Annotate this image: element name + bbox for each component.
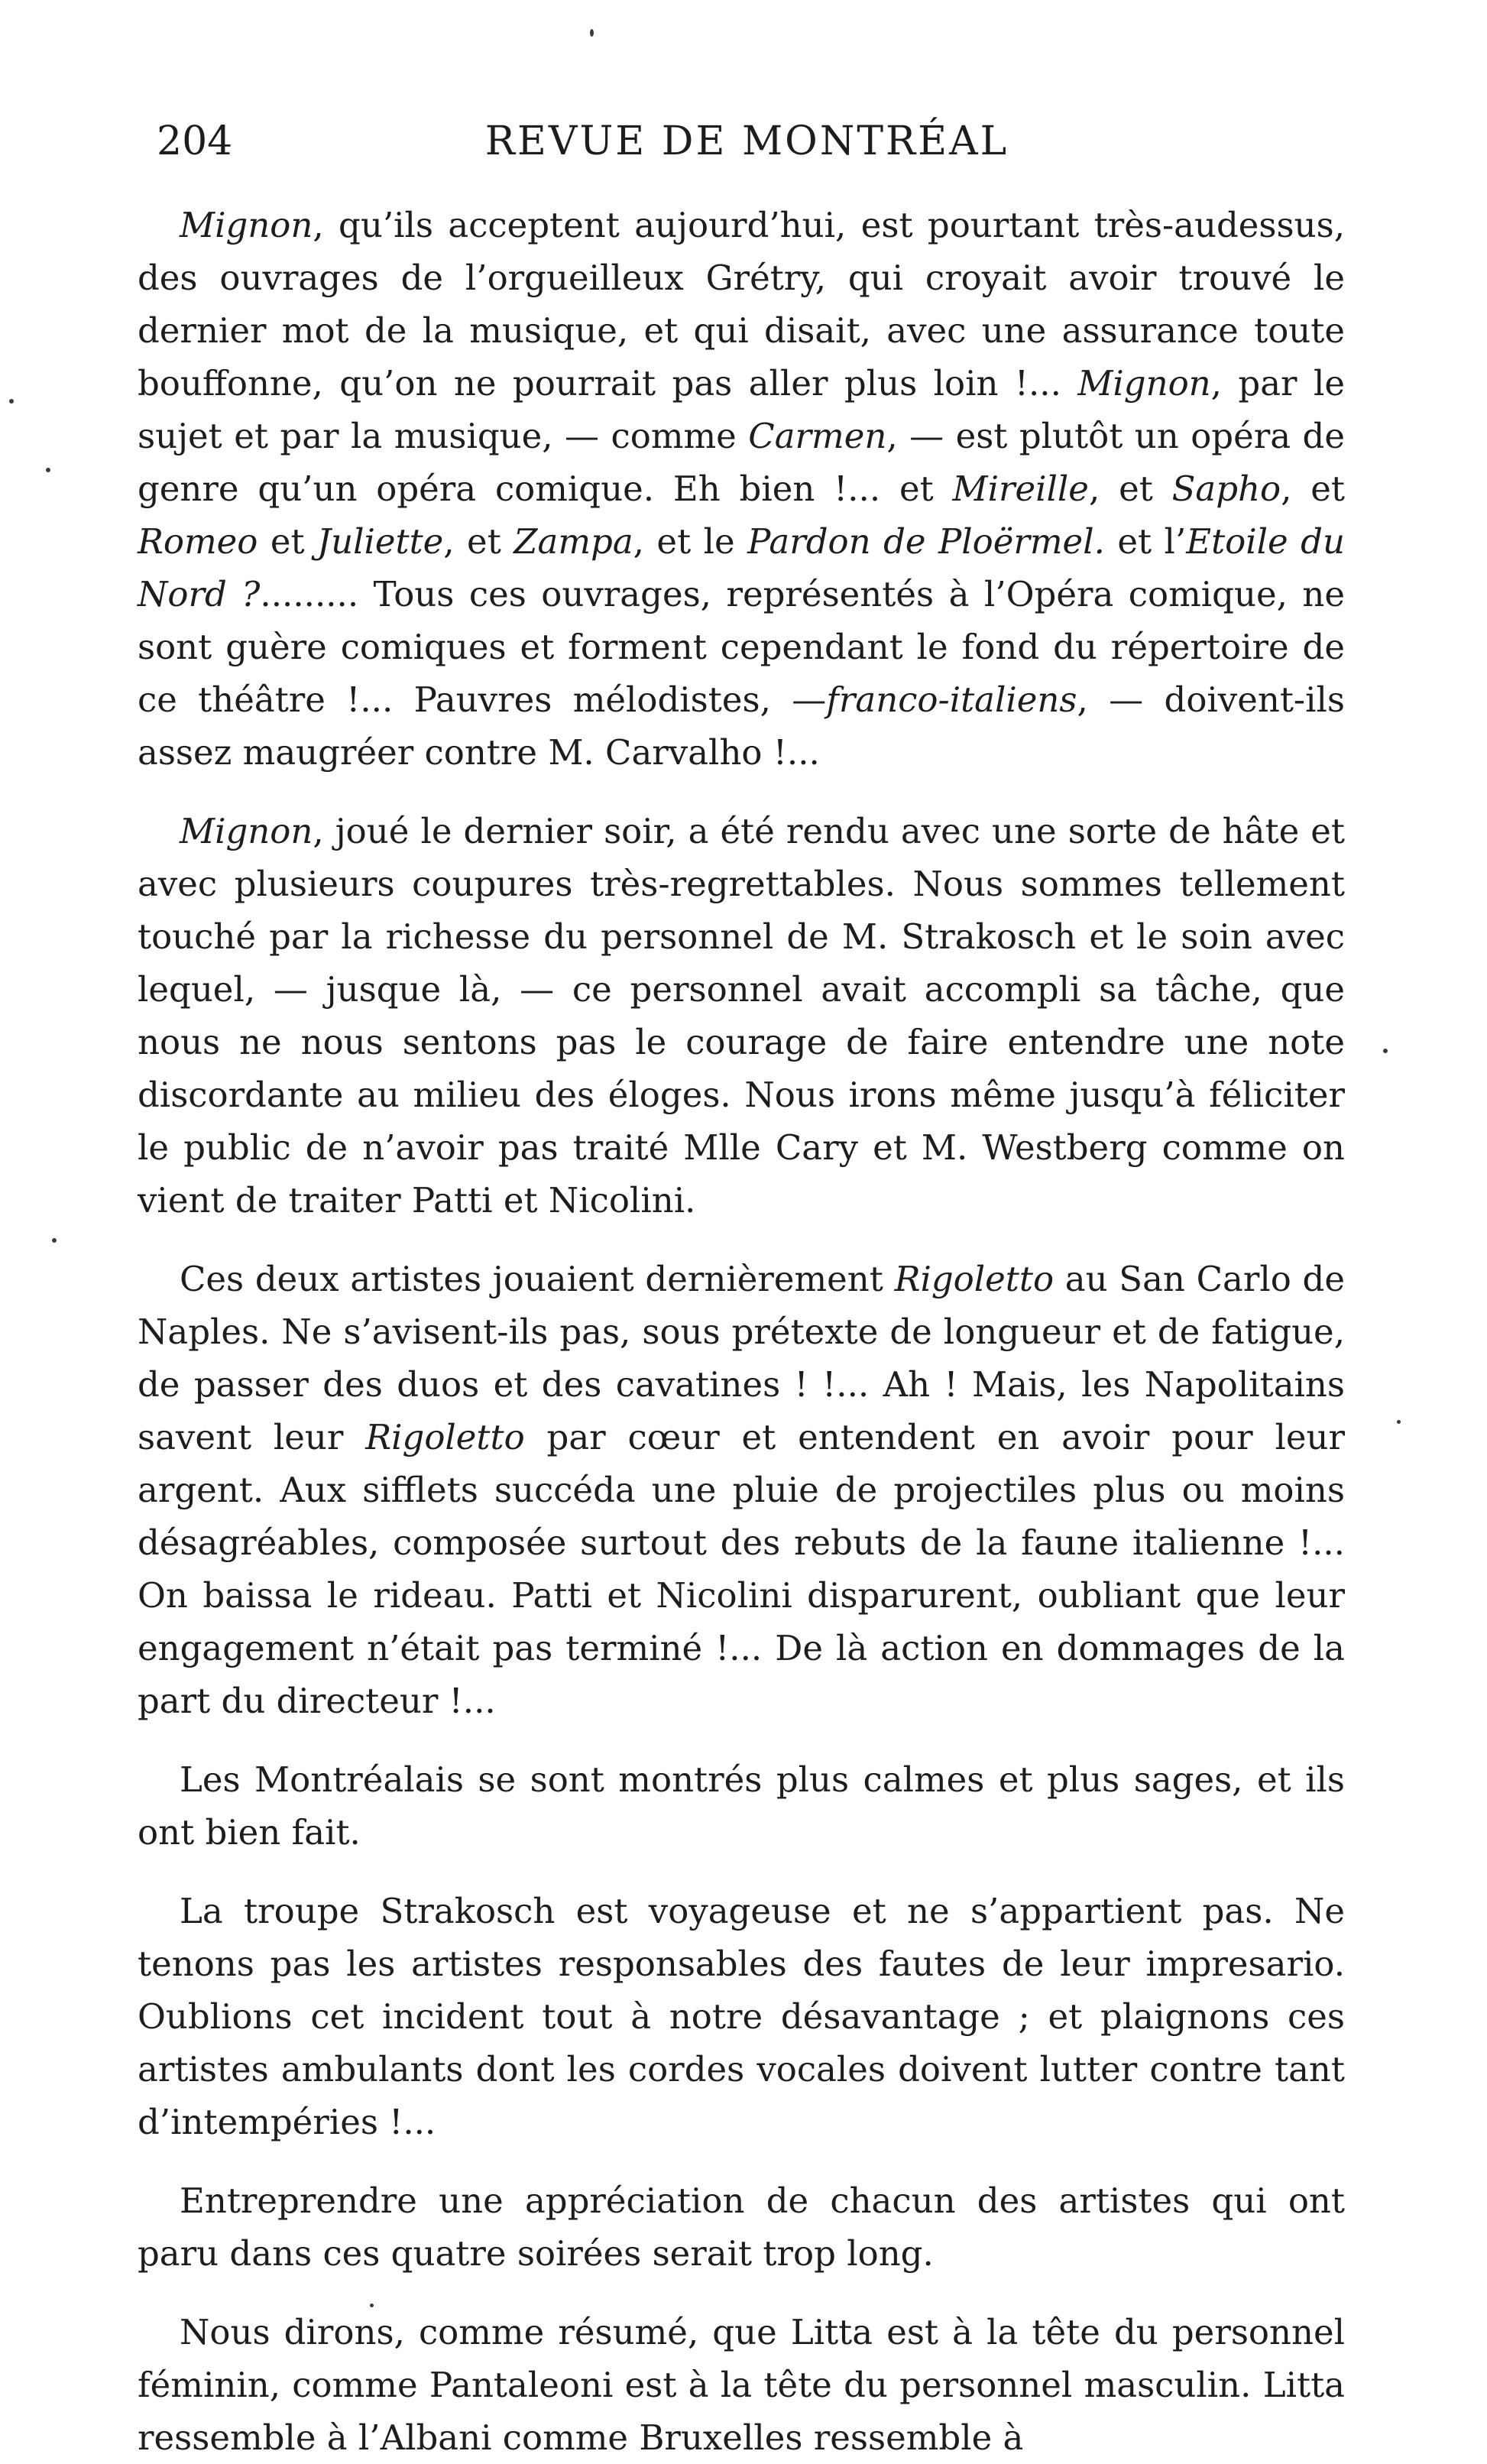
paragraph bbox=[138, 199, 1345, 779]
paragraph bbox=[138, 1253, 1345, 1727]
text-run: , et bbox=[1281, 468, 1345, 509]
italic-title: Rigoletto bbox=[365, 1417, 525, 1457]
italic-title: Pardon de Ploërmel. bbox=[747, 521, 1105, 562]
text-run: Les Montréalais se sont montrés plus calmes et plus sages, et ils ont bien fait. bbox=[138, 1759, 1345, 1853]
italic-title: Romeo bbox=[138, 521, 258, 562]
running-head bbox=[157, 111, 1337, 172]
scan-speck bbox=[590, 29, 594, 37]
scan-speck bbox=[46, 468, 50, 472]
text-run: , et le bbox=[633, 521, 748, 562]
italic-title: Etoile du Nord ? bbox=[138, 521, 1345, 614]
italic-title: Carmen bbox=[748, 416, 887, 456]
journal-title: REVUE DE MONTRÉAL bbox=[484, 118, 1009, 164]
text-run: , qu’ils acceptent aujourd’hui, est pourtant très-audessus, des ouvrages de l’orgueilleux Grétry, qui croyait avoir trouvé le dernier mot de la musique, et qui disait, avec une assurance toute bouffonne, qu’on ne pourrait pas aller plus loin !... bbox=[138, 205, 1345, 404]
scan-speck bbox=[1397, 1420, 1401, 1424]
text-run: ......... Tous ces ouvrages, représentés à l’Opéra comique, ne sont guère comiques et forment cependant le fond du répertoire de ce théâtre !... Pauvres mélodistes, — bbox=[138, 574, 1345, 720]
text-run: , et bbox=[1088, 468, 1172, 509]
text-run: Ces deux artistes jouaient dernièrement bbox=[180, 1259, 895, 1299]
text-run: Nous dirons, comme résumé, que Litta est à la tête du personnel féminin, comme Pantaleoni est à la tête du personnel masculin. Litta ressemble à l’Albani comme Bruxelles ressemble à bbox=[138, 2312, 1345, 2458]
text-run: Entreprendre une appréciation de chacun des artistes qui ont paru dans ces quatre soirées serait trop long. bbox=[138, 2180, 1345, 2274]
scan-speck bbox=[1383, 1049, 1388, 1053]
article-body bbox=[138, 199, 1345, 2464]
text-run: , — doivent-ils assez maugréer contre M. Carvalho !... bbox=[138, 679, 1346, 773]
text-run: , — est plutôt un opéra de genre qu’un opéra comique. Eh bien !... et bbox=[138, 416, 1345, 509]
text-run: , par le sujet et par la musique, — comme bbox=[138, 363, 1345, 456]
italic-title: Mignon bbox=[180, 205, 313, 245]
italic-title: Sapho bbox=[1171, 468, 1281, 509]
text-run: , joué le dernier soir, a été rendu avec une sorte de hâte et avec plusieurs coupures très-regrettables. Nous sommes tellement touché par la richesse du personnel de M. Strakosch et le soin avec lequel, — jusque là, — ce personnel avait accompli sa tâche, que nous ne nous sentons pas le courage de faire entendre une note discordante au milieu des éloges. Nous irons même jusqu’à féliciter le public de n’avoir pas traité Mlle Cary et M. Westberg comme on vient de traiter Patti et Nicolini. bbox=[138, 811, 1345, 1221]
italic-title: Mireille bbox=[952, 468, 1089, 509]
italic-title: Juliette bbox=[317, 521, 444, 562]
italic-title: Mignon bbox=[180, 811, 313, 851]
italic-title: Zampa bbox=[513, 521, 633, 562]
text-run: , et bbox=[443, 521, 514, 562]
text-run: et l’ bbox=[1104, 521, 1187, 562]
paragraph bbox=[138, 2306, 1345, 2464]
text-run: et bbox=[258, 521, 318, 562]
scan-speck bbox=[9, 399, 14, 404]
paragraph bbox=[138, 805, 1345, 1227]
italic-title: Rigoletto bbox=[894, 1259, 1055, 1299]
text-run: par cœur et entendent en avoir pour leur argent. Aux sifflets succéda une pluie de projectiles plus ou moins désagréables, composée surtout des rebuts de la faune italienne !... On baissa le rideau. Patti et Nicolini disparurent, oubliant que leur engagement n’était pas terminé !... De là action en dommages de la part du directeur !... bbox=[138, 1417, 1345, 1721]
scan-speck bbox=[370, 2304, 374, 2307]
page-number: 204 bbox=[157, 118, 233, 164]
text-run: au San Carlo de Naples. Ne s’avisent-ils pas, sous prétexte de longueur et de fatigue, de passer des duos et des cavatines ! !... Ah ! Mais, les Napolitains savent leur bbox=[138, 1259, 1345, 1457]
italic-title: Mignon bbox=[1077, 363, 1211, 404]
text-run: La troupe Strakosch est voyageuse et ne s’appartient pas. Ne tenons pas les artistes responsables des fautes de leur impresario. Oublions cet incident tout à notre désavantage ; et plaignons ces artistes ambulants dont les cordes vocales doivent lutter contre tant d’intempéries !... bbox=[138, 1891, 1345, 2142]
italic-title: franco-italiens bbox=[826, 679, 1077, 720]
paragraph bbox=[138, 1753, 1345, 1859]
paragraph bbox=[138, 1885, 1345, 2148]
scan-speck bbox=[52, 1238, 57, 1243]
paragraph bbox=[138, 2174, 1345, 2280]
